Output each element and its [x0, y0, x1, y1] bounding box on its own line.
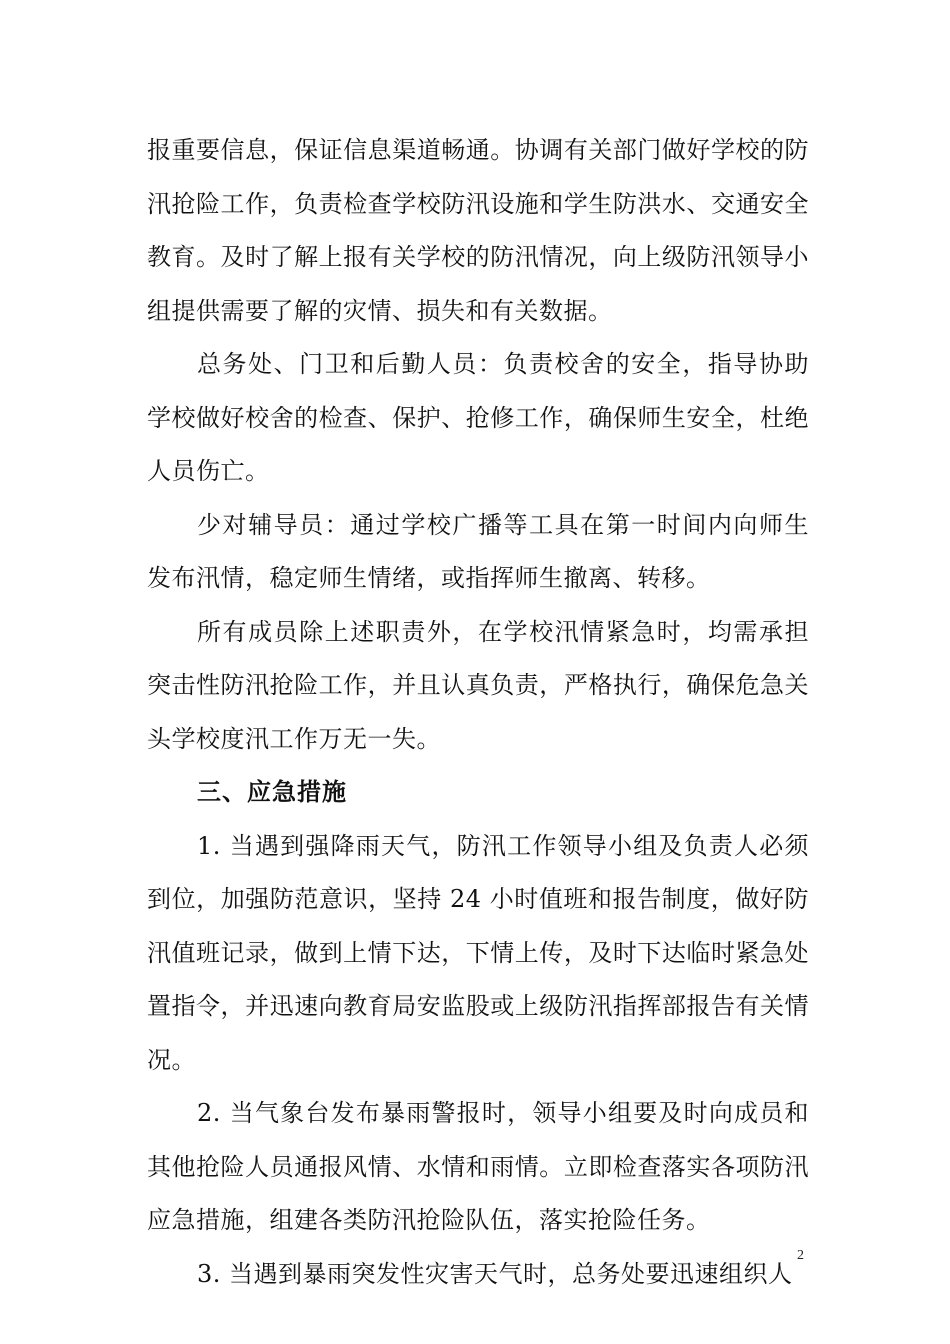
- paragraph-measure-2: 2. 当气象台发布暴雨警报时，领导小组要及时向成员和其他抢险人员通报风情、水情和雨情。立即检查落实各项防汛应急措施，组建各类防汛抢险队伍，落实抢险任务。: [147, 1099, 809, 1234]
- document-body: [147, 124, 809, 1301]
- paragraph-measure-3: 3. 当遇到暴雨突发性灾害天气时，总务处要迅速组织人: [197, 1259, 793, 1288]
- section-heading-emergency-measures: 三、应急措施: [197, 778, 347, 806]
- paragraph-measure-1: 1. 当遇到强降雨天气，防汛工作领导小组及负责人必须到位，加强防范意识，坚持 24 小时值班和报告制度，做好防汛值班记录，做到上情下达，下情上传，及时下达临时紧急处置指令，并迅速向教育局安监股或上级防汛指挥部报告有关情况。: [147, 831, 809, 1074]
- page-number: 2: [797, 1248, 804, 1263]
- paragraph-all-members: 所有成员除上述职责外，在学校汛情紧急时，均需承担突击性防汛抢险工作，并且认真负责，严格执行，确保危急关头学校度汛工作万无一失。: [147, 617, 809, 753]
- paragraph-continuation: 报重要信息，保证信息渠道畅通。协调有关部门做好学校的防汛抢险工作，负责检查学校防汛设施和学生防洪水、交通安全教育。及时了解上报有关学校的防汛情况，向上级防汛领导小组提供需要了解的灾情、损失和有关数据。: [147, 136, 809, 325]
- paragraph-counselor-duties: 少对辅导员：通过学校广播等工具在第一时间内向师生发布汛情，稳定师生情绪，或指挥师生撤离、转移。: [147, 510, 809, 592]
- paragraph-logistics-duties: 总务处、门卫和后勤人员：负责校舍的安全，指导协助学校做好校舍的检查、保护、抢修工作，确保师生安全，杜绝人员伤亡。: [147, 350, 809, 485]
